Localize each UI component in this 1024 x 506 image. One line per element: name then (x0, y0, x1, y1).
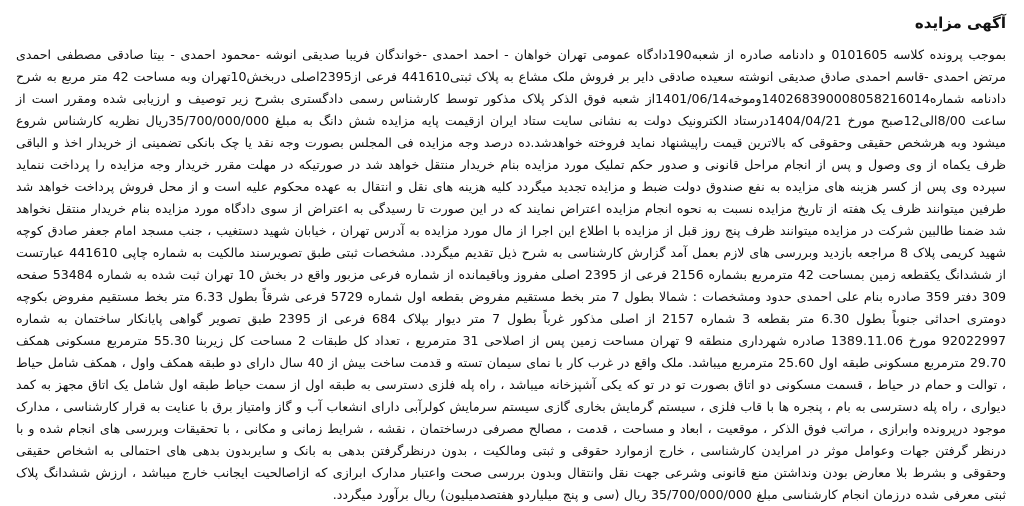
notice-title: آگهی مزایده (914, 14, 1006, 32)
notice-body: بموجب پرونده کلاسه 0101605 و دادنامه صادره از شعبه190دادگاه عمومی تهران خواهان - احمد احمدی -خواندگان فریبا صدیقی انوشه -محمود احمدی - بیتا صادقی مصطفی احمدی مرتض احمدی -قاسم احمدی صادق صدیقی انوشته سعیده صادقی دایر بر فروش ملک مشاع به پلاک ثبتی441610 فرعی از2395اصلی دربخش10تهران وبه مساحت 42 متر مربع به شرح دادنامه شماره140268390008058216014وموخه1401/06/14از شعبه فوق الذکر پلاک مذکور توسط کارشناس رسمی دادگستری بشرح زیر توصیف و ارزیابی شده ومقرر است از ساعت 8/00الی12صبح مورخ 1404/04/21درستاد الکترونیک دولت به نشانی سایت ستاد ایران ازقیمت پایه مزایده شش دانگ به مبلغ 35/700/000/000ریال نظریه کارشناس شروع میشود وبه هرشخص حقیقی وحقوقی که بالاترین قیمت راپیشنهاد نماید فروخته خواهدشد.ده درصد وجه مزایده فی المجلس بصورت وجه نقد یا چک بانکی تضمینی از خریدار اخذ و الباقی ظرف یکماه از وی وصول و پس از انجام مراحل قانونی و صدور حکم تملیک مورد مزایده بنام خریدار منتقل خواهد شد در صورتیکه در مهلت مقرر خریدار وجه مزایده را پرداخت ننماید سپرده وی پس از کسر هزینه های مزایده به نفع صندوق دولت ضبط و مزایده تجدید میگردد کلیه هزینه های نقل و انتقال به عهده محکوم علیه است و از محل فروش پرداخت خواهد شد طرفین میتوانند ظرف یک هفته از تاریخ مزایده نسبت به نحوه انجام مزایده اعتراض نمایند که در این صورت تا رسیدگی به اعتراض از سوی دادگاه مورد مزایده بنام خریدار منتقل نخواهد شد ضمنا طالبین شرکت در مزایده میتوانند ظرف پنج روز قبل از مزایده با اطلاع این اجرا از مال مورد مزایده به آدرس تهران ، خیابان شهید دستغیب ، جنب مسجد امام جعفر صادق کوچه شهید کریمی پلاک 8 مراجعه بازدید وبررسی های لازم بعمل آمد گزارش کارشناسی به شرح ذیل تقدیم میگردد. مشخصات ثبتی طبق تصویرسند مالکیت به شماره چاپی 441610 عبارتست از ششدانگ یکقطعه زمین بمساحت 42 مترمربع بشماره 2156 فرعی از 2395 اصلی مفروز وباقیمانده از شماره فرعی مزبور واقع در بخش 10 تهران ثبت شده به شماره 53484 صفحه 309 دفتر 359 صادره بنام علی احمدی حدود ومشخصات : شمالا بطول 7 متر بخط مستقیم مفروض بقطعه اول شماره 5729 فرعی شرقاً بطول 6.33 متر بخط مستقیم مفروض بکوچه دومتری احداثی جنوباً بطول 6.30 متر بقطعه 3 شماره 2157 از اصلی مذکور غرباً بطول 7 متر دیوار بپلاک 684 فرعی از 2395 طبق تصویر گواهی پایانکار ساختمان به شماره 92022997 مورخ 1389.11.06 صادره شهرداری منطقه 9 تهران مساحت زمین پس از اصلاحی 31 مترمربع ، تعداد کل طبقات 2 مساحت کل زیربنا 55.30 مترمربع مسکونی همکف 29.70 مترمربع مسکونی طبقه اول 25.60 مترمربع میباشد. ملک واقع در غرب کار با نمای سیمان تسته و قدمت ساخت بیش از 40 سال دارای دو طبقه همکف واول ، همکف شامل حیاط ، توالت و حمام در حیاط ، قسمت مسکونی دو اتاق بصورت تو در تو که یکی آشپزخانه میباشد ، راه پله فلزی دسترسی به طبقه اول از سمت حیاط طبقه اول شامل یک اتاق مجهز به کمد دیواری ، راه پله دسترسی به بام ، پنجره ها با قاب فلزی ، سیستم گرمایش بخاری گازی سیستم سرمایش کولرآبی دارای انشعاب آب و گاز وامتیاز برق با عنایت به قرار کارشناسی ، مدارک موجود درپرونده وابرازی ، مراتب فوق الذکر ، موقعیت ، ابعاد و مساحت ، قدمت ، مصالح مصرفی درساختمان ، نقشه ، شرایط زمانی و مکانی ، با تحقیقات وبررسی های انجام شده و با درنظر گرفتن جهات وعوامل موثر در امرایدن کارشناسی ، خارج ازموارد حقوقی و ثبتی ومالکیت ، بدون درنظرگرفتن بدهی به بانک و سایربدون بدهی های احتمالی به اشخاص حقیقی وحقوقی و بشرط بلا معارض بودن ونداشتن منع قانونی وشرعی جهت نقل وانتقال وبدون بررسی صحت واعتبار مدارک ابرازی که ازاصالحیت ایجانب خارج میباشد ، ارزش ششدانگ پلاک ثبتی معرفی شده درزمان انجام کارشناسی مبلغ 35/700/000/000 ریال (سی و پنج میلیاردو هفتصدمیلیون) ریال برآورد میگردد. (16, 47, 1007, 502)
